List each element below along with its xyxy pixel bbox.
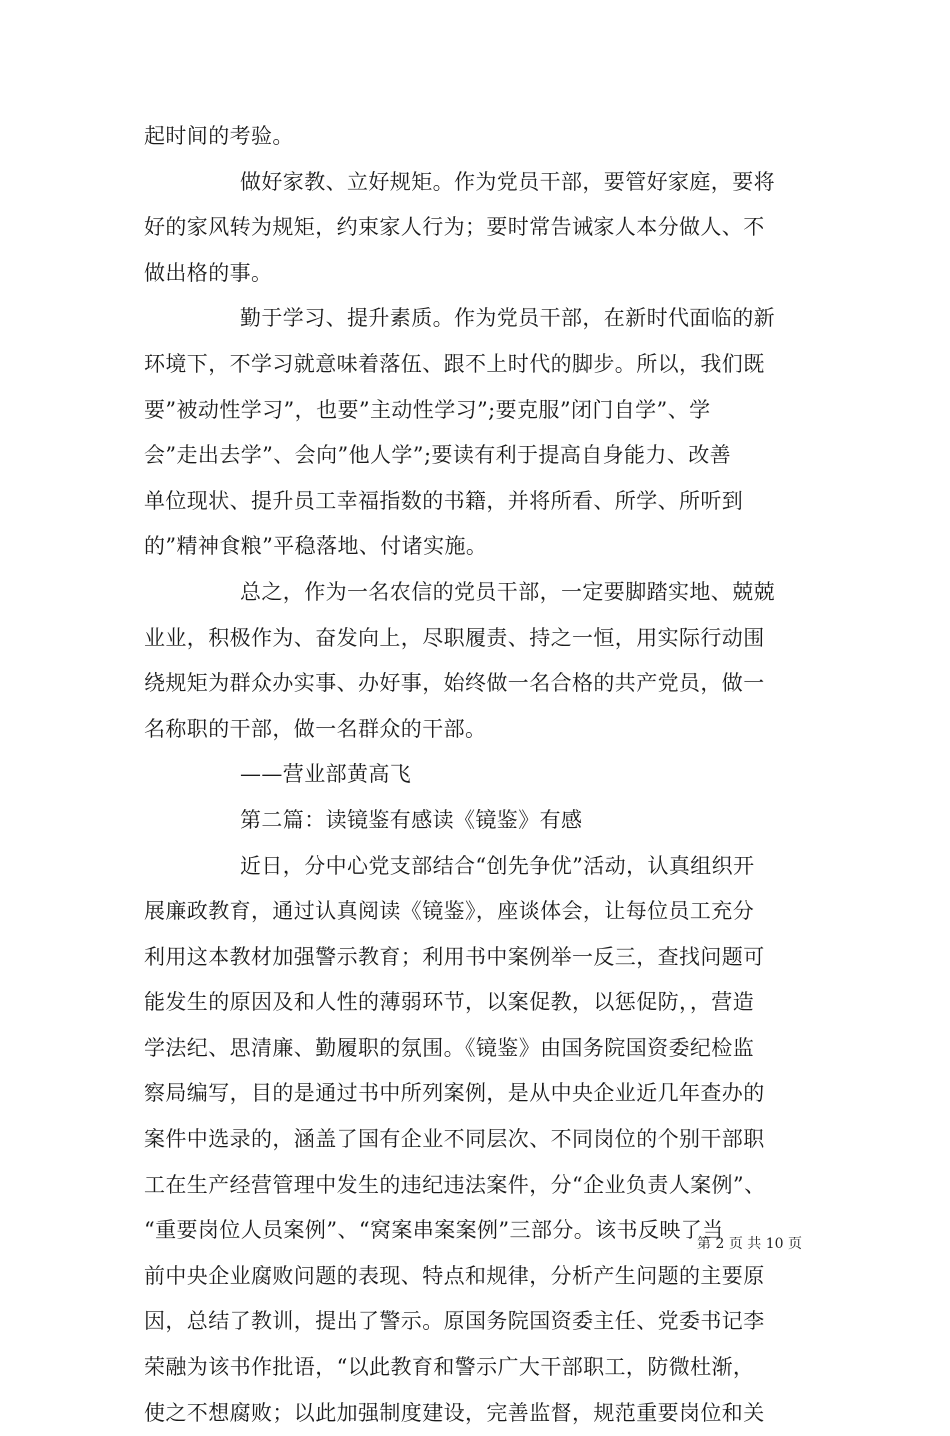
text-line: 前中央企业腐败问题的表现、特点和规律，分析产生问题的主要原 [144, 1263, 765, 1288]
text-line: 荣融为该书作批语，“以此教育和警示广大干部职工，防微杜渐， [144, 1355, 755, 1380]
text-line: “重要岗位人员案例”、“窝案串案案例”三部分。该书反映了当 [144, 1218, 724, 1243]
text-line: 利用这本教材加强警示教育；利用书中案例举一反三，查找问题可 [144, 944, 765, 969]
text-line: 因，总结了教训，提出了警示。原国务院国资委主任、党委书记李 [144, 1309, 765, 1334]
text-line: 展廉政教育，通过认真阅读《镜鉴》，座谈体会，让每位员工充分 [144, 899, 755, 924]
text-line: 工在生产经营管理中发生的违纪违法案件，分“企业负责人案例”、 [144, 1172, 766, 1197]
text-line: 名称职的干部，做一名群众的干部。 [144, 716, 487, 741]
text-line: 学法纪、思清廉、勤履职的氛围。《镜鉴》由国务院国资委纪检监 [144, 1035, 755, 1060]
paragraph-start: 做好家教、立好规矩。作为党员干部，要管好家庭，要将 [240, 169, 775, 194]
text-line: 能发生的原因及和人性的薄弱环节，以案促教，以惩促防，，营造 [144, 990, 755, 1015]
text-line: 业业，积极作为、奋发向上，尽职履责、持之一恒，用实际行动围 [144, 625, 765, 650]
text-line: 察局编写，目的是通过书中所列案例，是从中央企业近几年查办的 [144, 1081, 765, 1106]
text-line: 单位现状、提升员工幸福指数的书籍，并将所看、所学、所听到 [144, 488, 744, 513]
text-line: 的”精神食粮”平稳落地、付诸实施。 [144, 534, 488, 559]
page-number-footer: 第 2 页 共 10 页 [697, 1236, 802, 1252]
text-line: 案件中选录的，涵盖了国有企业不同层次、不同岗位的个别干部职 [144, 1127, 765, 1152]
text-line: 要”被动性学习”，也要”主动性学习”;要克服”闭门自学”、学 [144, 397, 711, 422]
text-line: 环境下，不学习就意味着落伍、跟不上时代的脚步。所以，我们既 [144, 351, 765, 376]
section-heading: 第二篇：读镜鉴有感读《镜鉴》有感 [240, 807, 583, 832]
paragraph-start: 近日，分中心党支部结合“创先争优”活动，认真组织开 [240, 853, 755, 878]
paragraph-start: 勤于学习、提升素质。作为党员干部，在新时代面临的新 [240, 306, 775, 331]
text-line: 会”走出去学”、会向”他人学”;要读有利于提高自身能力、改善 [144, 443, 732, 468]
text-line: 做出格的事。 [144, 260, 273, 285]
author-signature: ——营业部黄高飞 [240, 762, 412, 787]
text-line: 使之不想腐败；以此加强制度建设，完善监督，规范重要岗位和关 [144, 1400, 765, 1425]
text-line: 好的家风转为规矩，约束家人行为；要时常告诫家人本分做人、不 [144, 215, 765, 240]
paragraph-start: 总之，作为一名农信的党员干部，一定要脚踏实地、兢兢 [240, 579, 775, 604]
text-line: 绕规矩为群众办实事、办好事，始终做一名合格的共产党员，做一 [144, 671, 765, 696]
text-line: 起时间的考验。 [144, 124, 294, 148]
